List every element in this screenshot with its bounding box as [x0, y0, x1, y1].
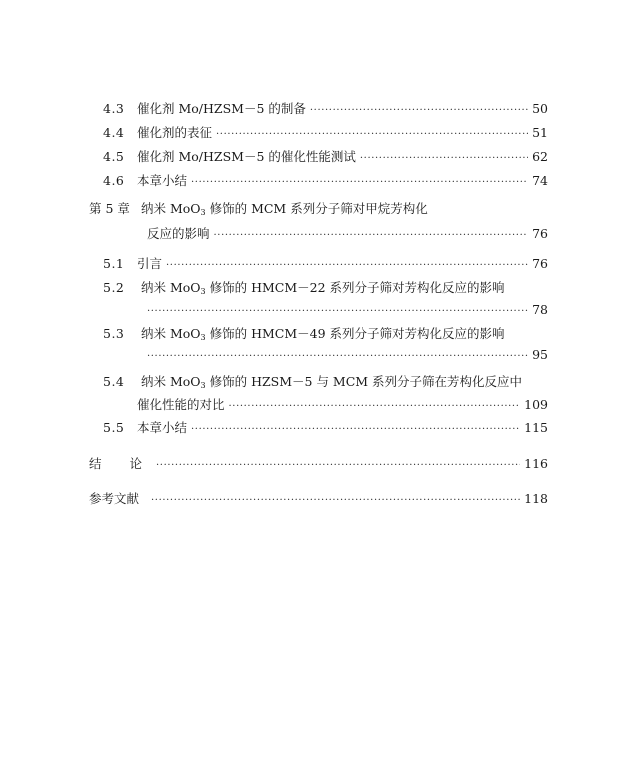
- leader-dots: [310, 105, 528, 116]
- entry-title: 本章小结: [137, 173, 188, 188]
- entry-title-post: 修饰的 HMCM－22 系列分子筛对芳构化反应的影响: [205, 280, 505, 295]
- toc-entry-references[interactable]: [89, 489, 548, 507]
- toc-entry-5-2-leader[interactable]: [147, 302, 548, 317]
- chapter-number: 第 5 章: [89, 201, 130, 216]
- entry-title-post: 修饰的 HMCM－49 系列分子筛对芳构化反应的影响: [205, 326, 505, 341]
- entry-title-line2: 催化性能的对比: [137, 397, 225, 412]
- entry-title-pre: 纳米 MoO: [140, 280, 201, 295]
- chapter-title-line2: 反应的影响: [147, 226, 210, 241]
- chapter-title-post: 修饰的 MCM 系列分子筛对甲烷芳构化: [205, 201, 428, 216]
- chapter-title-pre: 纳米 MoO: [140, 201, 201, 216]
- page-number: 74: [532, 173, 548, 188]
- conclusion-title-b: 论: [129, 456, 143, 471]
- toc-entry-4-3[interactable]: [103, 99, 548, 117]
- leader-dots: [166, 260, 528, 271]
- toc-entry-5-3-leader[interactable]: [147, 347, 548, 362]
- entry-title: 本章小结: [137, 420, 188, 435]
- leader-dots: [191, 177, 528, 188]
- chapter-5-heading-continued[interactable]: [147, 224, 548, 242]
- entry-title-subscript: 3: [200, 333, 206, 342]
- entry-title-pre: 纳米 MoO: [140, 326, 201, 341]
- page-number: 62: [532, 149, 548, 164]
- toc-entry-5-5[interactable]: [103, 418, 548, 436]
- page-number: 50: [532, 101, 548, 116]
- leader-dots: [229, 401, 521, 412]
- entry-number: 5.3: [103, 326, 125, 341]
- page-number: 76: [532, 226, 548, 241]
- entry-title-subscript: 3: [200, 287, 206, 296]
- entry-title: 引言: [137, 256, 163, 271]
- toc-entry-5-4[interactable]: [103, 372, 522, 390]
- leader-dots: [147, 351, 528, 362]
- entry-title-post: 修饰的 HZSM－5 与 MCM 系列分子筛在芳构化反应中: [205, 374, 523, 389]
- entry-title: 催化剂 Mo/HZSM－5 的催化性能测试: [137, 149, 356, 164]
- page-number: 115: [524, 420, 548, 435]
- page-number: 95: [532, 347, 548, 362]
- leader-dots: [191, 424, 520, 435]
- entry-number: 5.1: [103, 256, 125, 271]
- toc-entry-5-1[interactable]: [103, 254, 548, 272]
- leader-dots: [151, 495, 520, 506]
- leader-dots: [360, 153, 528, 164]
- leader-dots: [156, 460, 520, 471]
- entry-title-subscript: 3: [200, 381, 206, 390]
- entry-title: 催化剂的表征: [137, 125, 213, 140]
- entry-number: 4.6: [103, 173, 125, 188]
- toc-entry-4-6[interactable]: [103, 171, 548, 189]
- entry-number: 5.4: [103, 374, 125, 389]
- leader-dots: [147, 306, 528, 317]
- page-number: 76: [532, 256, 548, 271]
- conclusion-title-a: 结: [89, 456, 102, 471]
- page-number: 78: [532, 302, 548, 317]
- leader-dots: [214, 230, 529, 241]
- chapter-5-heading[interactable]: [89, 199, 428, 217]
- toc-entry-5-4-continued[interactable]: [137, 395, 548, 413]
- entry-number: 4.4: [103, 125, 125, 140]
- entry-number: 5.2: [103, 280, 125, 295]
- toc-entry-5-2[interactable]: [103, 278, 505, 296]
- references-title: 参考文献: [89, 491, 140, 506]
- entry-number: 4.5: [103, 149, 125, 164]
- page-number: 51: [532, 125, 548, 140]
- page-number: 116: [524, 456, 548, 471]
- toc-entry-4-4[interactable]: [103, 123, 548, 141]
- toc-entry-conclusion[interactable]: [89, 454, 548, 472]
- page-number: 109: [524, 397, 548, 412]
- leader-dots: [216, 129, 528, 140]
- entry-number: 4.3: [103, 101, 125, 116]
- toc-entry-5-3[interactable]: [103, 324, 505, 342]
- chapter-title-subscript: 3: [200, 208, 206, 217]
- entry-title-pre: 纳米 MoO: [140, 374, 201, 389]
- toc-entry-4-5[interactable]: [103, 147, 548, 165]
- entry-number: 5.5: [103, 420, 125, 435]
- page-number: 118: [524, 491, 548, 506]
- entry-title: 催化剂 Mo/HZSM－5 的制备: [137, 101, 306, 116]
